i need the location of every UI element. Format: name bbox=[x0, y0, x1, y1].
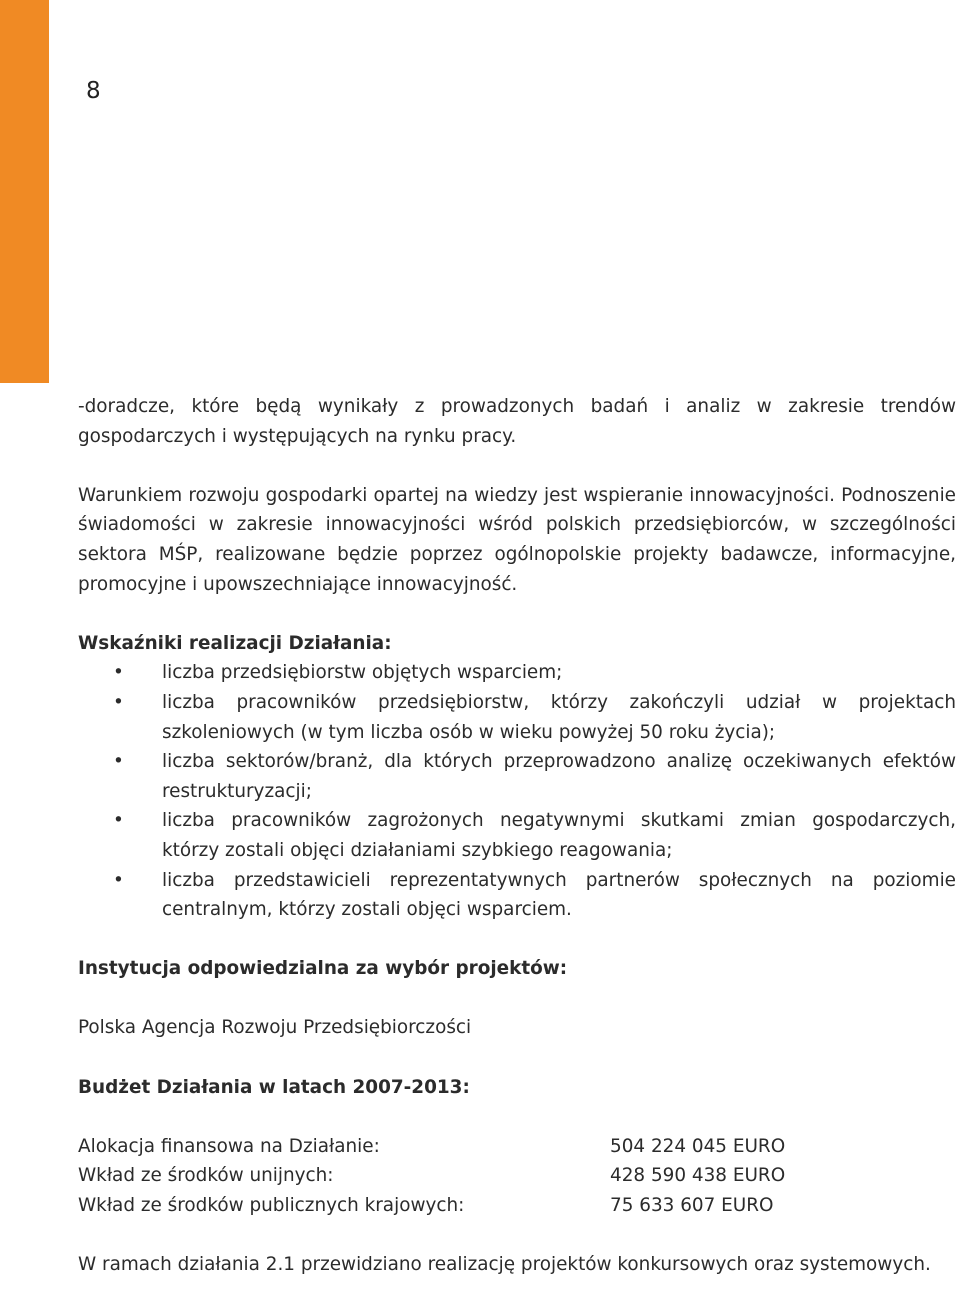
paragraph-innovation: Warunkiem rozwoju gospodarki opartej na wiedzy jest wspieranie innowacyjności. Podnoszenie świadomości w zakresie innowacyjności wśród polskich przedsiębiorców, w szczególności sektora MŚP, realizowane będzie poprzez ogólnopolskie projekty badawcze, informacyjne, promocyjne i upowszechniające innowacyjność. bbox=[78, 484, 956, 595]
budget-heading: Budżet Działania w latach 2007-2013: bbox=[78, 1076, 470, 1098]
budget-row bbox=[78, 1161, 956, 1191]
list-item bbox=[78, 866, 956, 925]
list-item-text: liczba pracowników zagrożonych negatywnymi skutkami zmian gospodarczych, którzy zostali objęci działaniami szybkiego reagowania; bbox=[162, 810, 956, 861]
list-item-text: liczba przedstawicieli reprezentatywnych partnerów społecznych na poziomie centralnym, którzy zostali objęci wsparciem. bbox=[162, 869, 956, 921]
page-number: 8 bbox=[86, 78, 101, 104]
list-item bbox=[78, 747, 956, 806]
budget-label: Wkład ze środków unijnych: bbox=[78, 1165, 334, 1187]
bullet-icon: • bbox=[113, 869, 124, 891]
orange-margin-bar bbox=[0, 0, 49, 383]
budget-value: 504 224 045 EURO bbox=[610, 1135, 786, 1157]
paragraph-continuation: -doradcze, które będą wynikały z prowadzonych badań i analiz w zakresie trendów gospodarczych i występujących na rynku pracy. bbox=[78, 396, 956, 447]
institution-heading: Instytucja odpowiedzialna za wybór projektów: bbox=[78, 958, 568, 980]
bullet-icon: • bbox=[113, 662, 124, 684]
budget-value: 428 590 438 EURO bbox=[610, 1165, 786, 1187]
institution-name: Polska Agencja Rozwoju Przedsiębiorczości bbox=[78, 1017, 472, 1039]
budget-row bbox=[78, 1132, 956, 1162]
budget-label: Alokacja finansowa na Działanie: bbox=[78, 1135, 380, 1157]
bullet-icon: • bbox=[113, 691, 124, 713]
budget-row bbox=[78, 1191, 956, 1221]
budget-value: 75 633 607 EURO bbox=[610, 1195, 774, 1217]
list-item-text: liczba pracowników przedsiębiorstw, którzy zakończyli udział w projektach szkoleniowych (w tym liczba osób w wieku powyżej 50 roku życia); bbox=[162, 691, 956, 743]
closing-paragraph: W ramach działania 2.1 przewidziano realizację projektów konkursowych oraz systemowych. bbox=[78, 1254, 931, 1276]
indicators-list bbox=[78, 658, 956, 924]
list-item-text: liczba przedsiębiorstw objętych wsparciem; bbox=[162, 662, 563, 684]
list-item bbox=[78, 688, 956, 747]
budget-label: Wkład ze środków publicznych krajowych: bbox=[78, 1195, 465, 1217]
indicators-heading: Wskaźniki realizacji Działania: bbox=[78, 632, 392, 654]
bullet-icon: • bbox=[113, 810, 124, 832]
list-item bbox=[78, 658, 956, 688]
list-item-text: liczba sektorów/branż, dla których przeprowadzono analizę oczekiwanych efektów restrukturyzacji; bbox=[162, 751, 956, 802]
list-item bbox=[78, 806, 956, 865]
bullet-icon: • bbox=[113, 751, 124, 773]
document-body bbox=[78, 392, 956, 1280]
